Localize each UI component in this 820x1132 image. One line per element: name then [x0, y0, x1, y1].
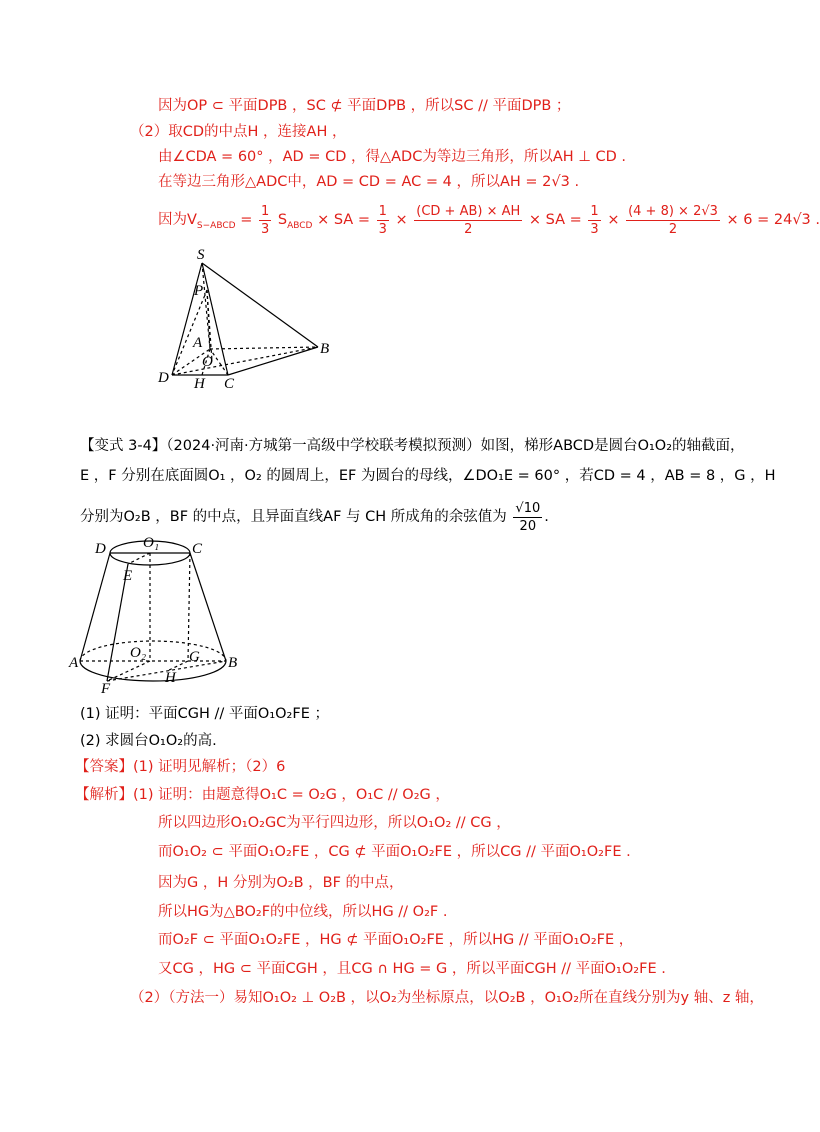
volume-prefix: 因为V	[158, 212, 197, 228]
times-b: ×	[607, 212, 620, 228]
label-f: F	[101, 681, 111, 697]
answer-line	[75, 757, 285, 777]
area-symbol: S	[277, 212, 288, 228]
area-subscript: ABCD	[287, 220, 313, 231]
analysis-tag: 【解析】	[75, 787, 133, 803]
fraction-one-third-a: $\frac{1}{3}$	[260, 203, 270, 237]
analysis-line-2: 所以四边形O₁O₂GC为平行四边形，所以O₁O₂ // CG ，	[158, 815, 511, 831]
analysis-line-1	[75, 785, 450, 805]
period: .	[544, 509, 549, 525]
label-a2: A	[69, 655, 79, 671]
times-a: ×	[395, 212, 408, 228]
frustum-figure	[65, 533, 255, 697]
analysis-line-5: 所以HG为△BO₂F的中位线，所以HG // O₂F .	[158, 904, 448, 920]
label-o2: O₂	[130, 645, 147, 661]
question-1: (1) 证明：平面CGH // 平面O₁O₂FE ；	[80, 706, 329, 722]
label-o1: O₁	[143, 535, 160, 551]
analysis-text-1: (1) 证明：由题意得O₁C = O₂G ，O₁C // O₂G ，	[133, 787, 450, 803]
label-a: A	[193, 335, 203, 351]
problem-text-1: （2024·河南·方城第一高级中学校联考模拟预测）如图，梯形ABCD是圆台O₁O₂的轴截面，	[166, 438, 745, 454]
solution-line-1: 因为OP ⊂ 平面DPB ，SC ⊄ 平面DPB ，所以SC // 平面DPB ；	[158, 98, 571, 114]
label-d: D	[158, 370, 169, 386]
pyramid-figure	[150, 245, 350, 395]
label-b: B	[320, 341, 330, 357]
fraction-one-third-c: $\frac{1}{3}$	[590, 203, 599, 237]
solution-line-4: 在等边三角形△ADC中，AD = CD = AC = 4 ，所以AH = 2√3 .	[158, 174, 580, 190]
problem-line-1	[80, 436, 745, 456]
analysis-line-6: 而O₂F ⊂ 平面O₁O₂FE ，HG ⊄ 平面O₁O₂FE ，所以HG // 平面O₁O₂FE ，	[158, 932, 634, 948]
label-d2: D	[95, 541, 106, 557]
solution-line-2: （2）取CD的中点H ，连接AH ，	[130, 124, 347, 140]
label-e: E	[123, 568, 133, 584]
label-p: P	[194, 283, 204, 299]
label-b2: B	[228, 655, 238, 671]
fraction-numeric: $\frac{(4 + 8) \times 2√3}{2}$	[628, 203, 718, 237]
answer-tag: 【答案】	[75, 759, 133, 775]
label-h: H	[194, 376, 205, 392]
analysis-line-8: （2）（方法一）易知O₁O₂ ⊥ O₂B ，以O₂为坐标原点，以O₂B ，O₁O₂所在直线分别为y 轴、z 轴，	[130, 990, 764, 1006]
question-2: (2) 求圆台O₁O₂的高.	[80, 733, 217, 749]
fraction-trapezoid-area: $\frac{(CD + AB) \times AH}{2}$	[416, 203, 521, 237]
fraction-one-third-b: $\frac{1}{3}$	[378, 203, 387, 237]
eq-sign: =	[240, 212, 253, 228]
solution-line-5	[158, 200, 820, 246]
fraction-cosine: $\frac{√10}{20}$	[515, 500, 541, 534]
label-h2: H	[165, 670, 176, 686]
label-o: O	[202, 354, 213, 370]
analysis-line-7: 又CG ，HG ⊂ 平面CGH ，且CG ∩ HG = G ，所以平面CGH // 平面O₁O₂FE .	[158, 961, 666, 977]
label-g: G	[189, 649, 200, 665]
label-s: S	[197, 247, 205, 263]
problem-tag: 【变式 3-4】	[80, 438, 167, 454]
volume-subscript: S−ABCD	[196, 220, 236, 231]
problem-line-2: E ，F 分别在底面圆O₁ ，O₂ 的圆周上，EF 为圆台的母线，∠DO₁E = 60° ，若CD = 4 ，AB = 8 ，G ，H	[80, 468, 776, 484]
problem-text-3: 分别为O₂B ，BF 的中点，且异面直线AF 与 CH 所成角的余弦值为	[80, 509, 507, 525]
problem-line-3	[80, 497, 549, 537]
analysis-line-4: 因为G ，H 分别为O₂B ，BF 的中点，	[158, 875, 404, 891]
times-sa-b: × SA =	[528, 212, 582, 228]
answer-text: (1) 证明见解析；（2）6	[133, 759, 286, 775]
label-c2: C	[192, 541, 203, 557]
times-sa-a: × SA =	[317, 212, 370, 228]
volume-result: × 6 = 24√3 .	[726, 212, 820, 228]
solution-line-3: 由∠CDA = 60° ，AD = CD ，得△ADC为等边三角形，所以AH ⊥ CD .	[158, 149, 627, 165]
analysis-line-3: 而O₁O₂ ⊂ 平面O₁O₂FE ，CG ⊄ 平面O₁O₂FE ，所以CG // 平面O₁O₂FE .	[158, 844, 631, 860]
label-c: C	[224, 376, 235, 392]
